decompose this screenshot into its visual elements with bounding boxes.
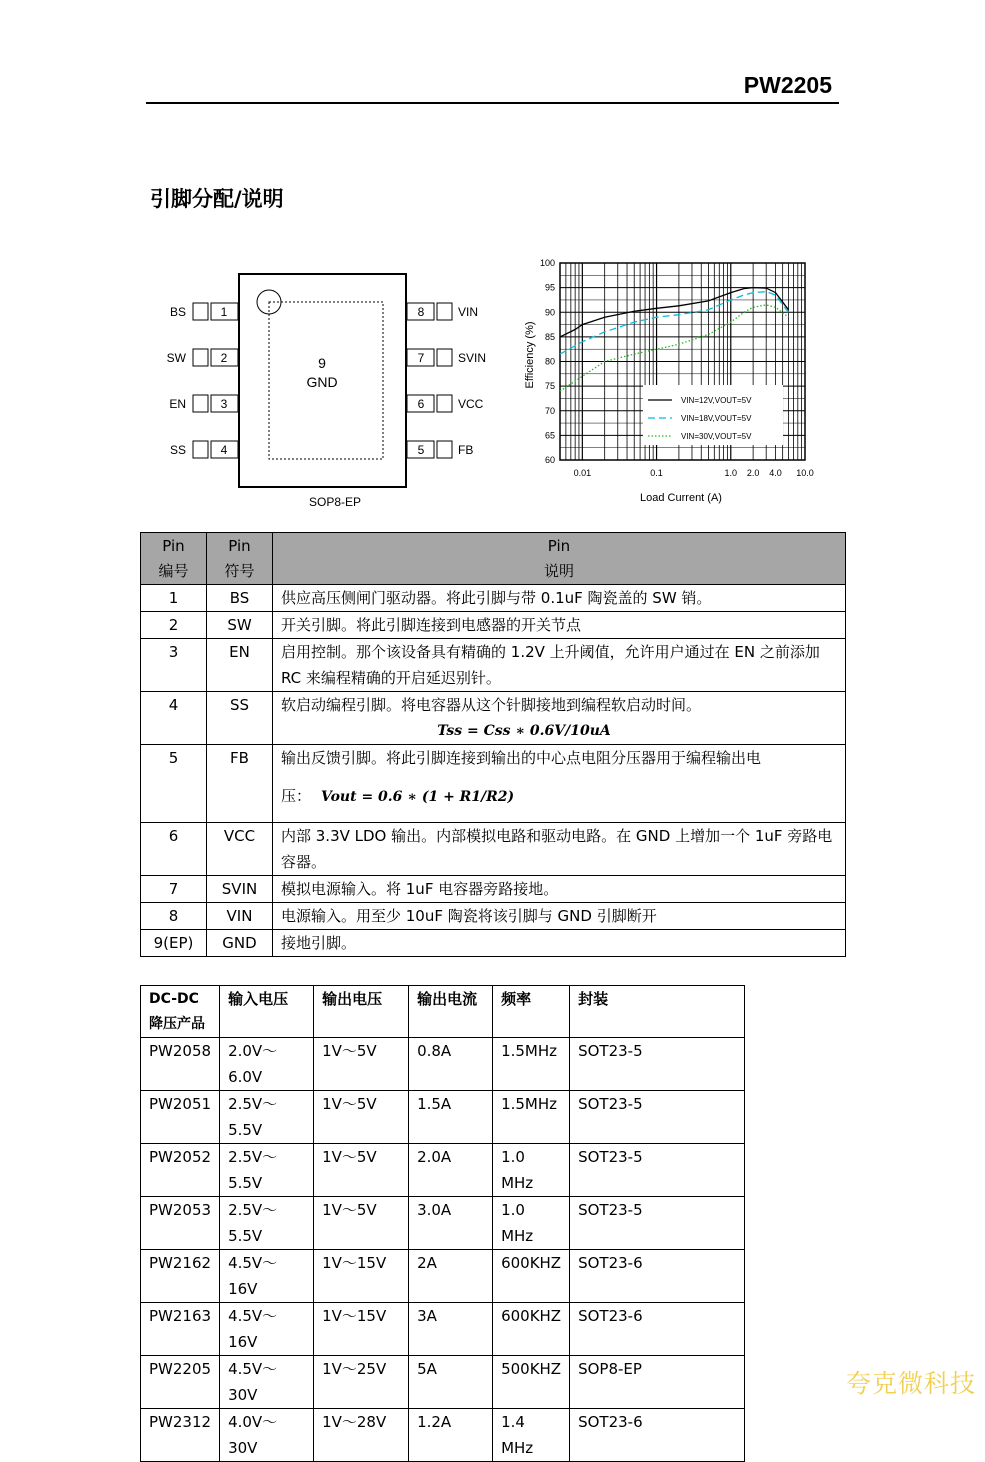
right-pin-stub xyxy=(437,349,452,366)
pin-number: 4 xyxy=(220,443,228,457)
frequency-cell: 600KHZ xyxy=(493,1250,570,1303)
legend-entry: VIN=18V,VOUT=5V xyxy=(681,414,752,423)
pin-row xyxy=(141,930,846,957)
pin-label-bs: BS xyxy=(169,305,186,319)
left-pin-stub xyxy=(193,395,208,412)
pin-number-cell: 3 xyxy=(141,639,207,692)
header-product: DC-DC 降压产品 xyxy=(141,986,220,1038)
package-cell: SOT23-5 xyxy=(570,1038,745,1091)
legend-entry: VIN=30V,VOUT=5V xyxy=(681,432,752,441)
pin-label-fb: FB xyxy=(458,443,474,457)
input-voltage-cell: 2.5V～5.5V xyxy=(220,1091,314,1144)
product-row xyxy=(141,1356,745,1409)
pin-description-cell xyxy=(273,823,846,876)
output-voltage-cell: 1V～28V xyxy=(314,1409,409,1462)
frequency-cell: 1.0 MHz xyxy=(493,1144,570,1197)
product-cell: PW2163 xyxy=(141,1303,220,1356)
package-cell: SOT23-5 xyxy=(570,1197,745,1250)
product-cell: PW2051 xyxy=(141,1091,220,1144)
pin-number: 3 xyxy=(220,397,228,411)
product-cell: PW2312 xyxy=(141,1409,220,1462)
pin-description-cell xyxy=(273,745,846,823)
frequency-cell: 600KHZ xyxy=(493,1303,570,1356)
y-tick-label: 85 xyxy=(544,331,555,342)
product-row xyxy=(141,1038,745,1091)
x-tick-label: 2.0 xyxy=(746,468,760,478)
part-number-header: PW2205 xyxy=(743,72,832,98)
pin-description-text: 软启动编程引脚。将电容器从这个针脚接地到编程软启动时间。 xyxy=(281,696,702,714)
product-row xyxy=(141,1091,745,1144)
pin-number: 8 xyxy=(417,305,425,319)
header-input-voltage: 输入电压 xyxy=(220,986,314,1038)
right-pin-stub xyxy=(437,441,452,458)
frequency-cell: 1.5MHz xyxy=(493,1038,570,1091)
output-voltage-cell: 1V～15V xyxy=(314,1303,409,1356)
right-pin-stub xyxy=(437,303,452,320)
product-row xyxy=(141,1303,745,1356)
pin-row xyxy=(141,639,846,692)
pin-row xyxy=(141,612,846,639)
pin-row xyxy=(141,745,846,823)
output-voltage-cell: 1V～5V xyxy=(314,1197,409,1250)
frequency-cell: 1.5MHz xyxy=(493,1091,570,1144)
pin-description-cell xyxy=(273,639,846,692)
input-voltage-cell: 2.5V～5.5V xyxy=(220,1197,314,1250)
pin-number-cell: 2 xyxy=(141,612,207,639)
pin-label-svin: SVIN xyxy=(458,351,487,365)
pin-number-cell: 5 xyxy=(141,745,207,823)
soft-start-formula: Tss = Css ∗ 0.6V/10uA xyxy=(437,723,611,739)
output-current-cell: 3A xyxy=(409,1303,493,1356)
pin-row xyxy=(141,823,846,876)
pin-number-cell: 9(EP) xyxy=(141,930,207,957)
output-voltage-cell: 1V～5V xyxy=(314,1091,409,1144)
product-row xyxy=(141,1250,745,1303)
pin-description-cell xyxy=(273,692,846,745)
header-rule xyxy=(146,102,839,104)
pin-description-cell xyxy=(273,612,846,639)
package-cell: SOT23-6 xyxy=(570,1303,745,1356)
header-output-current: 输出电流 xyxy=(409,986,493,1038)
output-current-cell: 2.0A xyxy=(409,1144,493,1197)
y-tick-label: 100 xyxy=(539,258,555,268)
pin-row xyxy=(141,692,846,745)
product-table-header xyxy=(141,986,745,1038)
x-tick-label: 0.1 xyxy=(650,468,663,478)
pin-description-text: 压： xyxy=(281,787,312,805)
y-tick-label: 70 xyxy=(544,405,555,416)
output-current-cell: 5A xyxy=(409,1356,493,1409)
pin-number-cell: 8 xyxy=(141,903,207,930)
pin-number: 5 xyxy=(417,443,425,457)
pin-description-cell xyxy=(273,585,846,612)
pin-symbol-cell: VIN xyxy=(207,903,273,930)
pin-row xyxy=(141,876,846,903)
pin-description-text: 启用控制。那个该设备具有精确的 1.2V 上升阈值，允许用户通过在 EN 之前添加 RC 来编程精确的开启延迟别针。 xyxy=(281,643,820,687)
product-row xyxy=(141,1144,745,1197)
pin-symbol-cell: EN xyxy=(207,639,273,692)
header-output-voltage: 输出电压 xyxy=(314,986,409,1038)
pin-description-table xyxy=(140,532,846,957)
pin-label-en: EN xyxy=(169,397,186,411)
legend-entry: VIN=12V,VOUT=5V xyxy=(681,396,752,405)
pin-symbol-cell: VCC xyxy=(207,823,273,876)
x-tick-label: 4.0 xyxy=(769,468,782,478)
package-cell: SOP8-EP xyxy=(570,1356,745,1409)
pin-label-sw: SW xyxy=(166,351,186,365)
package-cell: SOT23-6 xyxy=(570,1409,745,1462)
package-name: SOP8-EP xyxy=(308,495,362,509)
left-pin-stub xyxy=(193,349,208,366)
y-tick-label: 65 xyxy=(544,430,555,441)
output-voltage-cell: 1V～25V xyxy=(314,1356,409,1409)
pin-description-text: 开关引脚。将此引脚连接到电感器的开关节点 xyxy=(281,616,582,634)
frequency-cell: 500KHZ xyxy=(493,1356,570,1409)
pin-number: 7 xyxy=(417,351,425,365)
x-axis-label: Load Current (A) xyxy=(640,492,722,504)
header-pin-description: Pin 说明 xyxy=(273,533,846,585)
pin-number: 6 xyxy=(417,397,425,411)
package-cell: SOT23-5 xyxy=(570,1091,745,1144)
pin-description-cell xyxy=(273,930,846,957)
center-pin-label: GND xyxy=(306,374,338,390)
output-voltage-cell: 1V～5V xyxy=(314,1038,409,1091)
pin-number-cell: 1 xyxy=(141,585,207,612)
product-cell: PW2058 xyxy=(141,1038,220,1091)
output-current-cell: 3.0A xyxy=(409,1197,493,1250)
product-cell: PW2205 xyxy=(141,1356,220,1409)
pin-number: 2 xyxy=(220,351,228,365)
x-tick-label: 0.01 xyxy=(573,468,592,478)
input-voltage-cell: 2.5V～5.5V xyxy=(220,1144,314,1197)
output-voltage-formula: Vout = 0.6 ∗ (1 + R1/R2) xyxy=(321,789,515,805)
efficiency-chart xyxy=(515,255,830,510)
header-pin-number: Pin 编号 xyxy=(141,533,207,585)
pin-number-cell: 6 xyxy=(141,823,207,876)
output-voltage-cell: 1V～15V xyxy=(314,1250,409,1303)
header-frequency: 频率 xyxy=(493,986,570,1038)
output-voltage-cell: 1V～5V xyxy=(314,1144,409,1197)
product-cell: PW2052 xyxy=(141,1144,220,1197)
y-tick-label: 90 xyxy=(544,307,555,318)
pin-number: 1 xyxy=(220,305,228,319)
input-voltage-cell: 2.0V～6.0V xyxy=(220,1038,314,1091)
header-package: 封装 xyxy=(570,986,745,1038)
pin-label-vcc: VCC xyxy=(458,397,484,411)
product-row xyxy=(141,1197,745,1250)
pin-symbol-cell: SVIN xyxy=(207,876,273,903)
pin-description-text: 模拟电源输入。将 1uF 电容器旁路接地。 xyxy=(281,880,559,898)
section-title: 引脚分配/说明 xyxy=(150,187,284,211)
pin-symbol-cell: SW xyxy=(207,612,273,639)
pin-row xyxy=(141,585,846,612)
y-tick-label: 80 xyxy=(544,356,555,367)
input-voltage-cell: 4.5V～16V xyxy=(220,1303,314,1356)
package-cell: SOT23-5 xyxy=(570,1144,745,1197)
pin-number-cell: 7 xyxy=(141,876,207,903)
pin-symbol-cell: BS xyxy=(207,585,273,612)
y-axis-label: Efficiency (%) xyxy=(524,321,536,389)
y-tick-label: 95 xyxy=(544,282,555,293)
pin-table-header xyxy=(141,533,846,585)
pin-description-text: 电源输入。用至少 10uF 陶瓷将该引脚与 GND 引脚断开 xyxy=(281,907,657,925)
pin-description-cell xyxy=(273,876,846,903)
output-current-cell: 1.2A xyxy=(409,1409,493,1462)
pin-description-text: 接地引脚。 xyxy=(281,934,357,952)
output-current-cell: 0.8A xyxy=(409,1038,493,1091)
product-cell: PW2162 xyxy=(141,1250,220,1303)
input-voltage-cell: 4.0V～30V xyxy=(220,1409,314,1462)
frequency-cell: 1.4 MHz xyxy=(493,1409,570,1462)
output-current-cell: 1.5A xyxy=(409,1091,493,1144)
pin-symbol-cell: GND xyxy=(207,930,273,957)
watermark: 夸克微科技 xyxy=(846,1369,977,1398)
product-row xyxy=(141,1409,745,1462)
pin-label-ss: SS xyxy=(169,443,186,457)
left-pin-stub xyxy=(193,303,208,320)
pin-number-cell: 4 xyxy=(141,692,207,745)
y-tick-label: 60 xyxy=(544,455,555,465)
pin-description-cell xyxy=(273,903,846,930)
left-pin-stub xyxy=(193,441,208,458)
package-pinout-diagram xyxy=(150,262,510,517)
pin-symbol-cell: FB xyxy=(207,745,273,823)
input-voltage-cell: 4.5V～30V xyxy=(220,1356,314,1409)
x-tick-label: 1.0 xyxy=(724,468,738,478)
product-cell: PW2053 xyxy=(141,1197,220,1250)
right-pin-stub xyxy=(437,395,452,412)
output-voltage-line xyxy=(281,783,837,810)
product-comparison-table xyxy=(140,985,745,1462)
x-tick-label: 10.0 xyxy=(796,468,814,478)
input-voltage-cell: 4.5V～16V xyxy=(220,1250,314,1303)
pin-description-text: 供应高压侧闸门驱动器。将此引脚与带 0.1uF 陶瓷盖的 SW 销。 xyxy=(281,589,712,607)
pin-description-text: 内部 3.3V LDO 输出。内部模拟电路和驱动电路。在 GND 上增加一个 1uF 旁路电容器。 xyxy=(281,827,833,871)
center-pin-number: 9 xyxy=(318,355,326,371)
pin-symbol-cell: SS xyxy=(207,692,273,745)
header-pin-symbol: Pin 符号 xyxy=(207,533,273,585)
frequency-cell: 1.0 MHz xyxy=(493,1197,570,1250)
pin-description-text: 输出反馈引脚。将此引脚连接到输出的中心点电阻分压器用于编程输出电 xyxy=(281,749,762,767)
y-tick-label: 75 xyxy=(544,381,555,392)
pin-label-vin: VIN xyxy=(458,305,479,319)
package-cell: SOT23-6 xyxy=(570,1250,745,1303)
pin-row xyxy=(141,903,846,930)
output-current-cell: 2A xyxy=(409,1250,493,1303)
